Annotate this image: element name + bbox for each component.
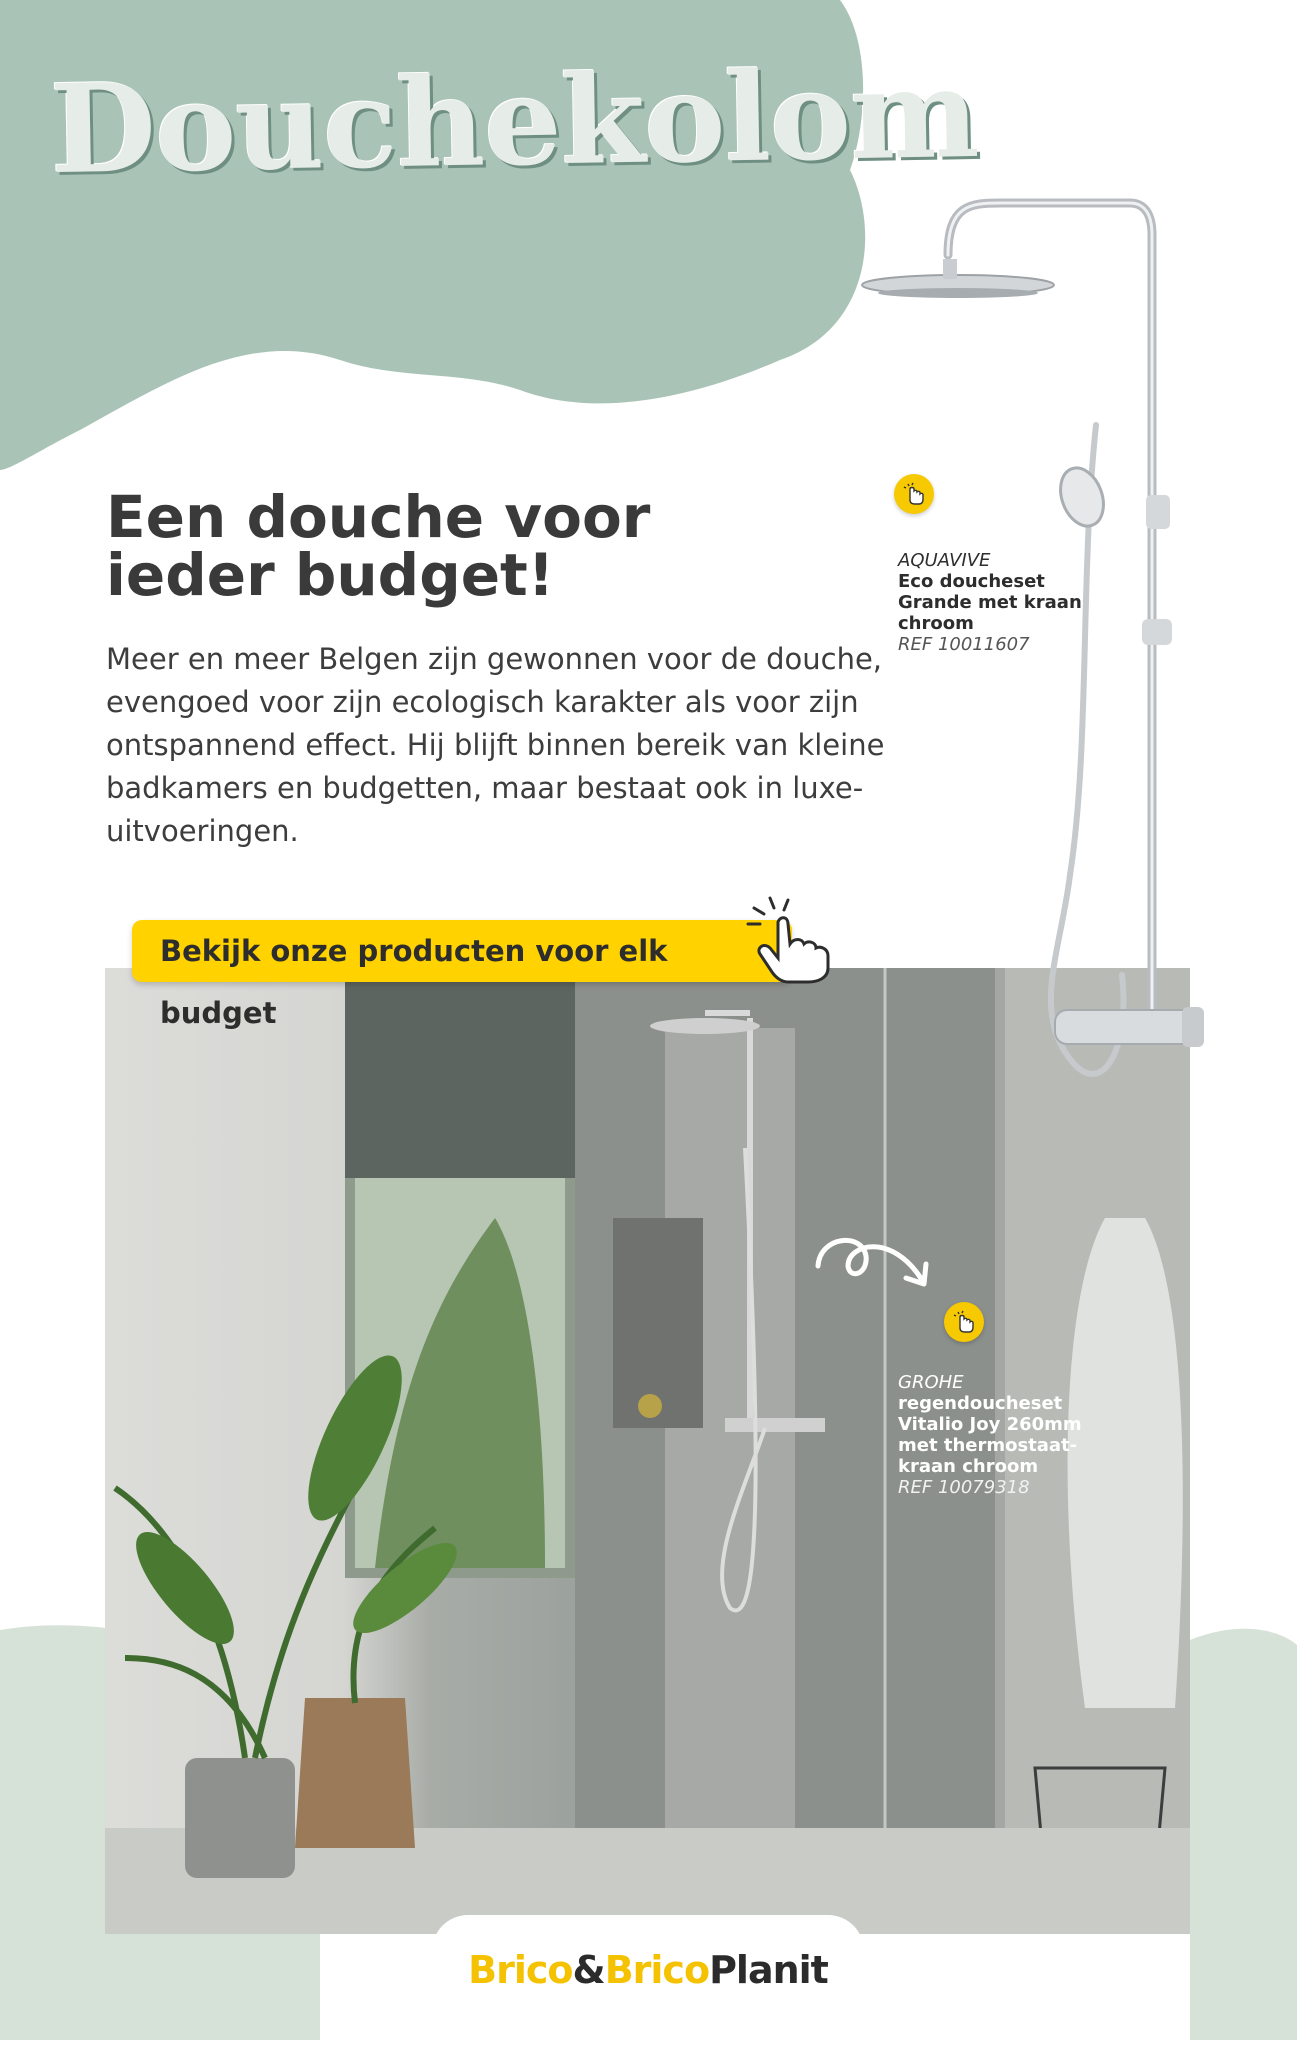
logo-ampersand: & <box>572 1948 605 1992</box>
intro-paragraph: Meer en meer Belgen zijn gewonnen voor de douche, evengoed voor zijn ecologisch karakter als voor zijn ontspannend effect. Hij blijft binnen bereik van kleine badkamers en budgetten, maar bestaat ook in luxe-uitvoeringen. <box>106 642 885 848</box>
product-name: regendoucheset Vitalio Joy 260mm met thermostaat-kraan chroom <box>898 1393 1082 1477</box>
product-brand: GROHE <box>898 1372 964 1393</box>
logo-brico: Brico <box>468 1948 573 1992</box>
hand-pointer-icon <box>900 480 928 508</box>
logo-planit: Planit <box>709 1948 828 1992</box>
product-label-grohe <box>898 1372 1088 1498</box>
product-brand: AQUAVIVE <box>898 550 991 571</box>
logo-brico-2: Brico <box>604 1948 710 1992</box>
headline: Een douche voor ieder budget! <box>106 483 651 609</box>
product-ref: REF 10011607 <box>898 634 1030 655</box>
curved-arrow-icon <box>810 1222 950 1294</box>
brico-logo[interactable] <box>432 1948 864 1992</box>
product-name: Eco doucheset Grande met kraan chroom <box>898 571 1082 634</box>
page-title: Douchekolom <box>48 40 980 202</box>
product-ref: REF 10079318 <box>898 1477 1030 1498</box>
hand-pointer-icon <box>950 1308 978 1336</box>
hand-pointer-icon <box>742 892 842 984</box>
products-cta-button[interactable]: Bekijk onze producten voor elk budget <box>132 920 792 982</box>
shower-column-image <box>860 195 1220 1170</box>
product-label-aquavive <box>898 550 1098 655</box>
